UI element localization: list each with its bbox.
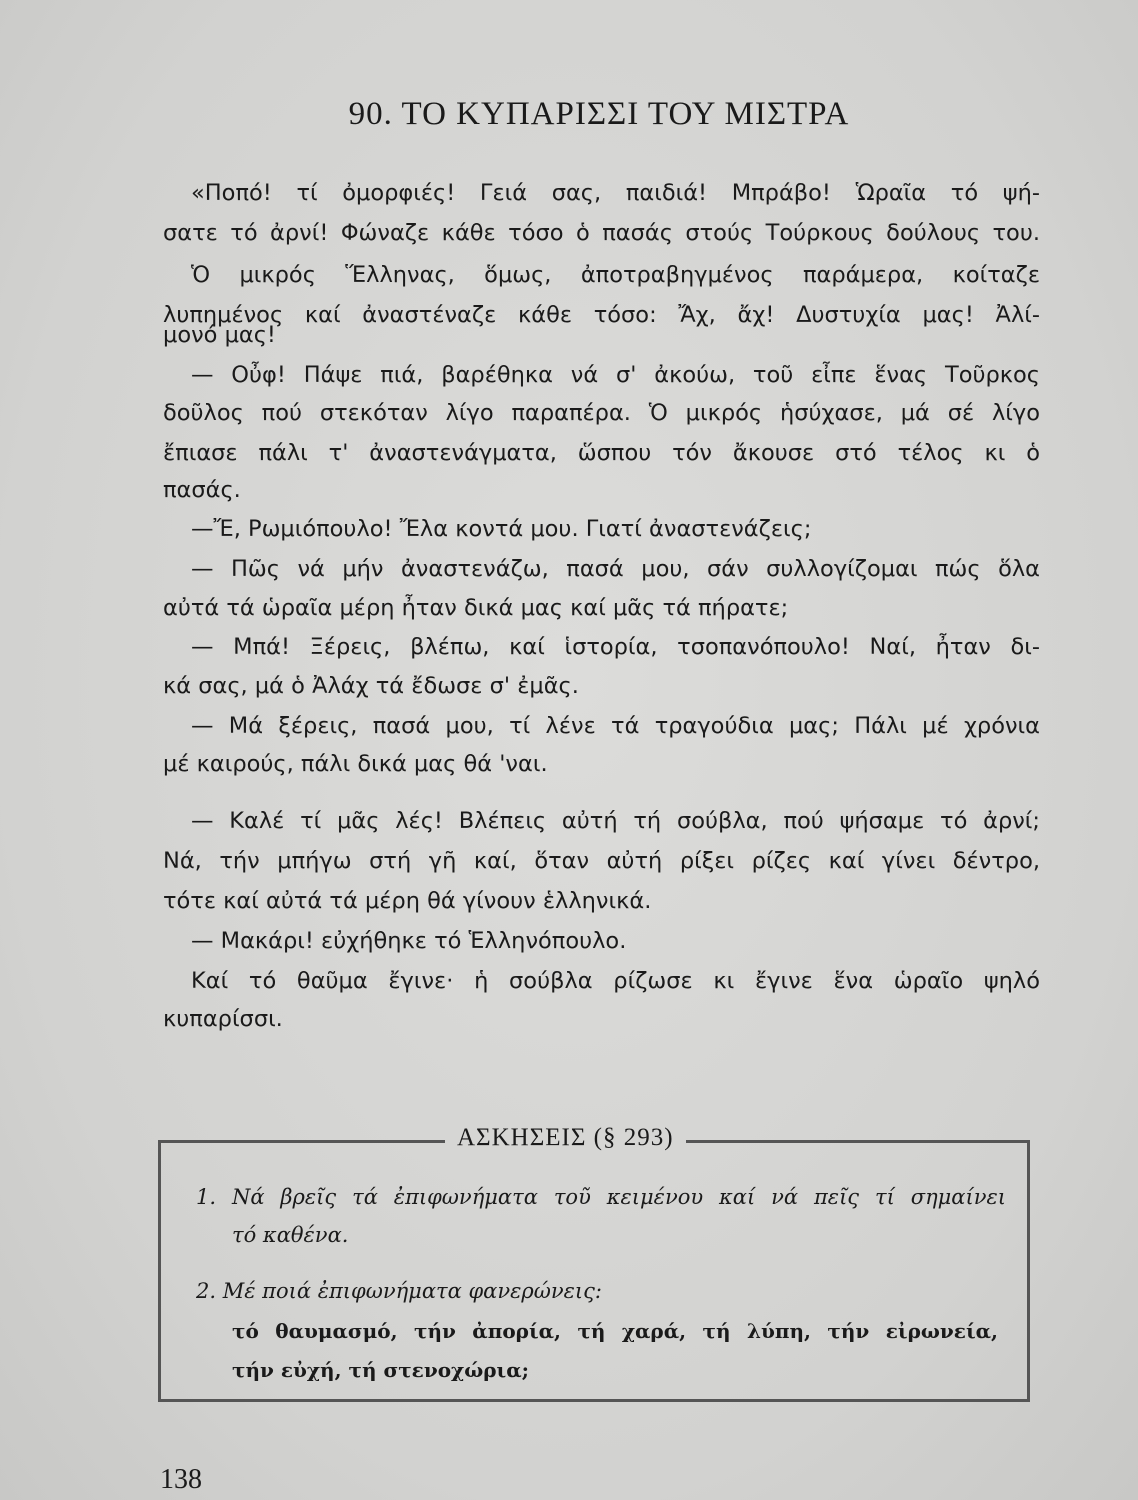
text-line: μέ καιρούς, πάλι δικά μας θά 'ναι. (163, 751, 548, 777)
exercises-heading: ΑΣΚΗΣΕΙΣ (§ 293) (445, 1124, 686, 1152)
text-line: σατε τό ἀρνί! Φώναζε κάθε τόσο ὁ πασάς στούς Τούρκους δούλους του. (163, 220, 1040, 246)
text-line: Νά, τήν μπήγω στή γῆ καί, ὅταν αὐτή ρίξει ρίζες καί γίνει δέντρο, (163, 848, 1040, 874)
text-line: — Μακάρι! εὐχήθηκε τό Ἑλληνόπουλο. (191, 928, 627, 954)
text-line: — Οὖφ! Πάψε πιά, βαρέθηκα νά σ' ἀκούω, τοῦ εἶπε ἕνας Τοῦρκος (191, 362, 1040, 388)
exercise-2-line: τήν εὐχή, τή στενοχώρια; (232, 1358, 529, 1382)
exercise-1-line: 1. Νά βρεῖς τά ἐπιφωνήματα τοῦ κειμένου καί νά πεῖς τί σημαίνει (196, 1185, 1006, 1209)
text-line: — Μά ξέρεις, πασά μου, τί λένε τά τραγούδια μας; Πάλι μέ χρόνια (191, 713, 1040, 739)
text-line: Καί τό θαῦμα ἔγινε· ἡ σούβλα ρίζωσε κι ἔγινε ἕνα ὡραῖο ψηλό (191, 968, 1040, 994)
page-number: 138 (160, 1464, 202, 1495)
text-line: αὐτά τά ὡραῖα μέρη ἦταν δικά μας καί μᾶς τά πήρατε; (163, 595, 789, 621)
chapter-title: 90. ΤΟ ΚΥΠΑΡΙΣΣΙ ΤΟΥ ΜΙΣΤΡΑ (348, 96, 850, 132)
exercise-2-line: τό θαυμασμό, τήν ἀπορία, τή χαρά, τή λύπη, τήν εἰρωνεία, (232, 1319, 998, 1343)
text-line: μονό μας! (163, 322, 276, 348)
text-line: πασάς. (163, 477, 241, 503)
text-line: —Ἔ, Ρωμιόπουλο! Ἔλα κοντά μου. Γιατί ἀναστενάζεις; (191, 516, 812, 542)
text-line: κά σας, μά ὁ Ἀλάχ τά ἔδωσε σ' ἐμᾶς. (163, 673, 579, 699)
exercise-2-line: 2. Μέ ποιά ἐπιφωνήματα φανερώνεις: (196, 1279, 602, 1303)
exercise-1-line: τό καθένα. (232, 1223, 349, 1247)
text-line: — Πῶς νά μήν ἀναστενάζω, πασά μου, σάν συλλογίζομαι πώς ὅλα (191, 556, 1040, 582)
text-line: — Καλέ τί μᾶς λές! Βλέπεις αὐτή τή σούβλα, πού ψήσαμε τό ἀρνί; (191, 808, 1040, 834)
text-line: τότε καί αὐτά τά μέρη θά γίνουν ἑλληνικά. (163, 888, 652, 914)
text-line: — Μπά! Ξέρεις, βλέπω, καί ἱστορία, τσοπανόπουλο! Ναί, ἦταν δι- (191, 634, 1040, 660)
text-line: δοῦλος πού στεκόταν λίγο παραπέρα. Ὁ μικρός ἡσύχασε, μά σέ λίγο (163, 400, 1040, 426)
text-line: λυπημένος καί ἀναστέναζε κάθε τόσο: Ἄχ, ἄχ! Δυστυχία μας! Ἀλί- (163, 302, 1040, 328)
text-line: ἔπιασε πάλι τ' ἀναστενάγματα, ὥσπου τόν ἄκουσε στό τέλος κι ὁ (163, 440, 1040, 466)
text-line: «Ποπό! τί ὀμορφιές! Γειά σας, παιδιά! Μπράβο! Ὡραῖα τό ψή- (191, 180, 1040, 206)
text-line: Ὁ μικρός Ἕλληνας, ὅμως, ἀποτραβηγμένος παράμερα, κοίταζε (191, 262, 1040, 288)
text-line: κυπαρίσσι. (163, 1006, 283, 1032)
